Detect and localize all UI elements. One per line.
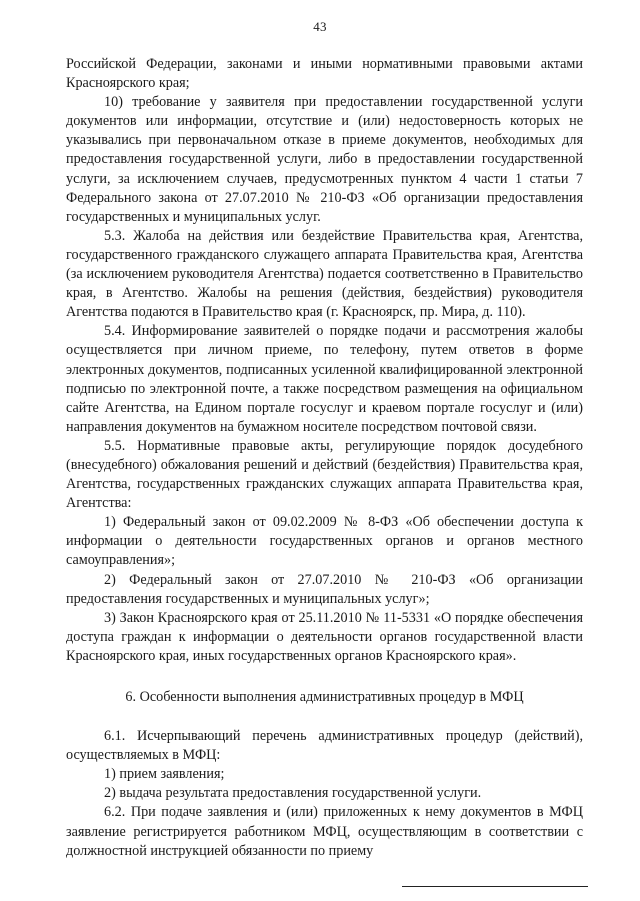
footer-rule — [402, 886, 588, 887]
paragraph-5-3: 5.3. Жалоба на действия или бездействие Правительства края, Агентства, государственного гражданского служащего аппарата Правительства края, Агентства (за исключением руководителя Агентства) подается соответственно в Правительство края, в Агентство. Жалобы на решения (действия, бездействия) руководителя Агентства подаются в Правительство края (г. Красноярск, пр. Мира, д. 110). — [66, 227, 583, 321]
document-body — [66, 55, 583, 861]
paragraph-6-2: 6.2. При подаче заявления и (или) приложенных к нему документов в МФЦ заявление регистрируется работником МФЦ, осуществляющим в соответствии с должностной инструкцией обязанности по приему — [66, 804, 583, 859]
section-heading: 6. Особенности выполнения административных процедур в МФЦ — [125, 689, 524, 705]
paragraph-6-1: 6.1. Исчерпывающий перечень административных процедур (действий), осуществляемых в МФЦ: — [66, 728, 583, 764]
paragraph-continuation: Российской Федерации, законами и иными нормативными правовыми актами Красноярского края; — [66, 56, 583, 92]
paragraph-5-5: 5.5. Нормативные правовые акты, регулирующие порядок досудебного (внесудебного) обжалования решений и действий (бездействия) Правительства края, Агентства, государственных гражданских служащих аппарата Правительства края, Агентства: — [66, 437, 583, 512]
page-number: 43 — [313, 19, 327, 34]
list-item-issuance: 2) выдача результата предоставления государственной услуги. — [104, 785, 482, 802]
list-item-3: 3) Закон Красноярского края от 25.11.2010 № 11-5331 «О порядке обеспечения доступа граждан к информации о деятельности органов государственной власти Красноярского края, иных государственных органов Красноярского края». — [66, 609, 583, 664]
list-item-1: 1) Федеральный закон от 09.02.2009 № 8-ФЗ «Об обеспечении доступа к информации о деятельности государственных органов и органов местного самоуправления»; — [66, 514, 583, 569]
list-item-reception: 1) прием заявления; — [104, 766, 225, 783]
paragraph-5-4: 5.4. Информирование заявителей о порядке подачи и рассмотрения жалобы осуществляется при личном приеме, по телефону, путем ответов в форме электронных документов, подписанных усиленной квалифицированной электронной подписью по электронной почте, а также посредством размещения на официальном сайте Агентства, на Едином портале госуслуг и краевом портале госуслуг и (или) направления документов на бумажном носителе посредством почтовой связи. — [66, 323, 583, 435]
paragraph-item-10: 10) требование у заявителя при предоставлении государственной услуги документов или информации, отсутствие и (или) недостоверность которых не указывались при первоначальном отказе в приеме документов, необходимых для предоставления государственной услуги, либо в предоставлении государственной услуги, за исключением случаев, предусмотренных пунктом 4 части 1 статьи 7 Федерального закона от 27.07.2010 № 210-ФЗ «Об организации предоставления государственных и муниципальных услуг. — [66, 94, 583, 225]
list-item-2: 2) Федеральный закон от 27.07.2010 № 210-ФЗ «Об организации предоставления государственных и муниципальных услуг»; — [66, 571, 583, 607]
